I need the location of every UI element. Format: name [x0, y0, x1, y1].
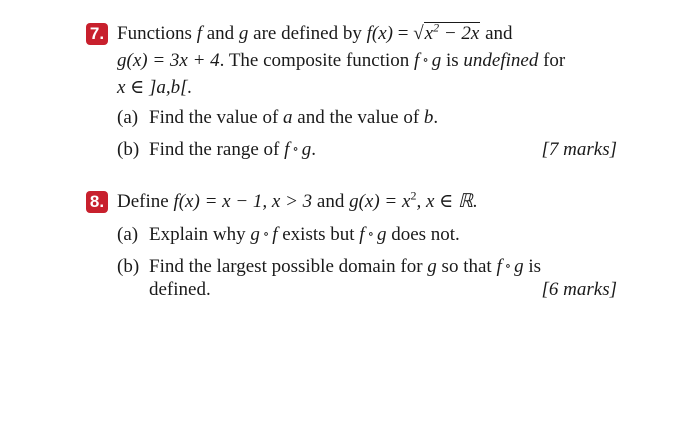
- question-7-line-2: g(x) = 3x + 4. The composite function f ∘ g is undefined for: [117, 50, 566, 71]
- question-7-line-3: x ∈ ]a,b[.: [117, 77, 193, 98]
- part-a-label: (a): [117, 224, 139, 245]
- part-b-text-continued: defined.: [149, 279, 211, 300]
- question-7-line-1: Functions f and g are defined by $f(x) = √x^2 - 2x$ and: [117, 20, 513, 44]
- part-b-text: Find the largest possible domain for g so that f ∘ g is: [149, 256, 542, 277]
- part-b-label: (b): [117, 256, 140, 277]
- part-a-text: Explain why g ∘ f exists but f ∘ g does not.: [149, 224, 460, 245]
- part-a-text: Find the value of a and the value of b.: [149, 107, 439, 128]
- question-8-line-1: Define f(x) = x − 1, x > 3 and $g(x) = x^2$, x ∈ ℝ.: [117, 188, 478, 212]
- question-number-badge: 8.: [86, 191, 108, 213]
- question-number-badge: 7.: [86, 23, 108, 45]
- marks-label: [6 marks]: [541, 279, 617, 300]
- part-b-text: Find the range of f ∘ g.: [149, 139, 316, 160]
- marks-label: [7 marks]: [541, 139, 617, 160]
- square-root-expression: $√x^2 - 2x$: [413, 20, 480, 44]
- part-a-label: (a): [117, 107, 139, 128]
- part-b-label: (b): [117, 139, 140, 160]
